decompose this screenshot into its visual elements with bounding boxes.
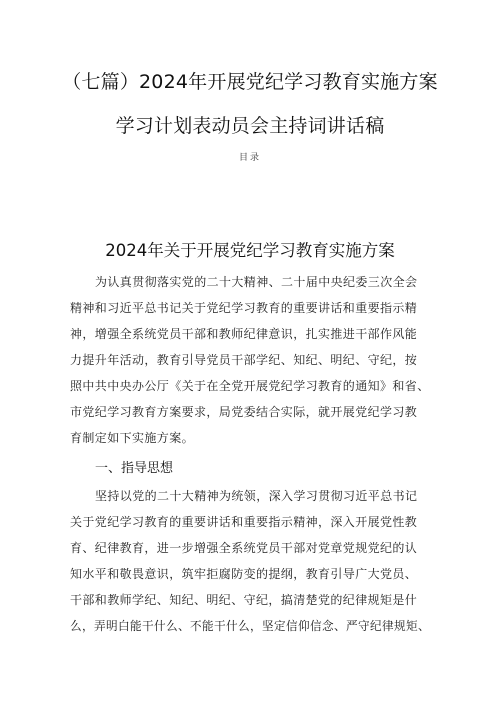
paragraph-line: 知水平和敬畏意识，筑牢拒腐防变的提纲，教育引导广大党员、 [70,567,418,581]
table-of-contents-label: 目录 [238,153,261,163]
paragraph-line: 育制定如下实施方案。 [70,431,195,445]
section-title: 2024年关于开展党纪学习教育实施方案 [105,241,395,260]
paragraph-line: 么，弄明白能干什么、不能干什么，坚定信仰信念、严守纪律规矩、 [70,619,430,633]
paragraph-line: 为认真贯彻落实党的二十大精神、二十届中央纪委三次全会 [95,275,418,289]
paragraph-line: 照中共中央办公厅《关于在全党开展党纪学习教育的通知》和省、 [70,379,430,393]
section-heading-guiding-ideology: 一、指导思想 [95,461,174,476]
paragraph-line: 神，增强全系统党员干部和教师纪律意识，扎实推进干部作风能 [70,327,418,341]
document-title-line-2: 学习计划表动员会主持词讲话稿 [115,115,385,137]
paragraph-line: 育、纪律教育，进一步增强全系统党员干部对党章党规党纪的认 [70,541,418,555]
paragraph-line: 坚持以党的二十大精神为统领，深入学习贯彻习近平总书记 [95,489,418,503]
paragraph-line: 干部和教师学纪、知纪、明纪、守纪，搞清楚党的纪律规矩是什 [70,593,418,607]
paragraph-line: 关于党纪学习教育的重要讲话和重要指示精神，深入开展党性教 [70,515,418,529]
paragraph-line: 精神和习近平总书记关于党纪学习教育的重要讲话和重要指示精 [70,301,418,315]
paragraph-line: 市党纪学习教育方案要求，局党委结合实际，就开展党纪学习教 [70,405,418,419]
document-title-line-1: （七篇）2024年开展党纪学习教育实施方案 [62,71,438,93]
paragraph-line: 力提升年活动，教育引导党员干部学纪、知纪、明纪、守纪，按 [70,353,418,367]
